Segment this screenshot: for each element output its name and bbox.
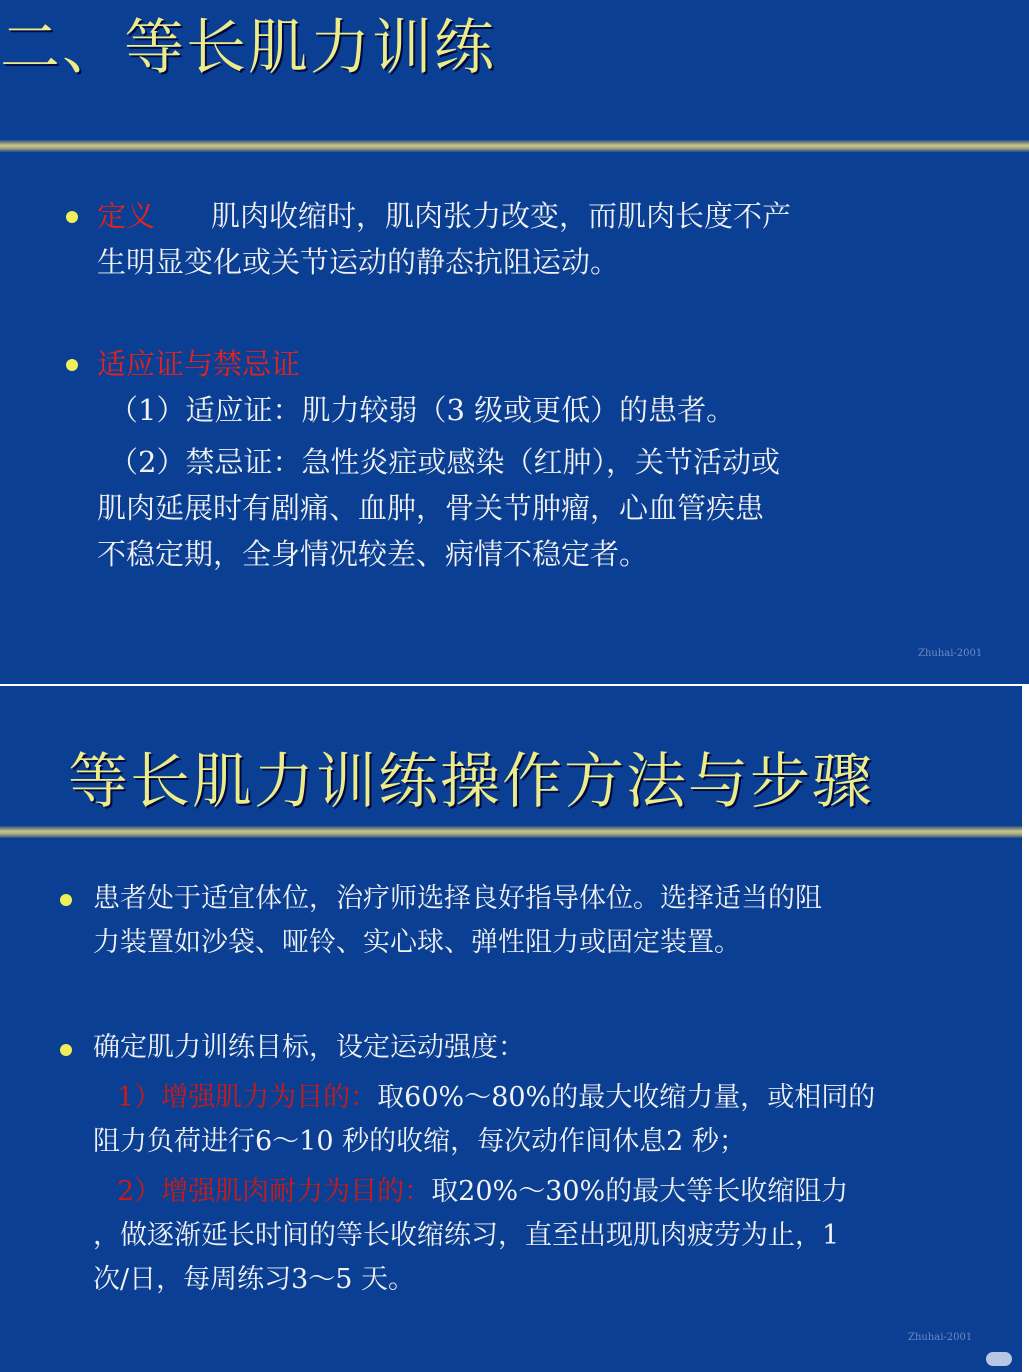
definition-text-line-2: 生明显变化或关节运动的静态抗阻运动。 <box>97 245 620 279</box>
bullet-dot-indications <box>66 359 78 371</box>
bullet-dot-setup <box>60 894 72 906</box>
contraindications-line-1: （2）禁忌证：急性炎症或感染（红肿），关节活动或 <box>109 445 780 479</box>
definition-label: 定义 <box>97 199 156 233</box>
goals-lead: 确定肌力训练目标，设定运动强度： <box>93 1032 525 1063</box>
setup-block <box>93 877 822 965</box>
slide-2-title: 等长肌力训练操作方法与步骤 <box>68 747 874 817</box>
slide-2-watermark: Zhuhai-2001 <box>908 1332 973 1343</box>
goal-1-label: 1）增强肌力为目的： <box>117 1082 378 1113</box>
indications-block <box>97 341 780 577</box>
setup-line-1: 患者处于适宜体位，治疗师选择良好指导体位。选择适当的阻 <box>93 883 822 914</box>
setup-line-2: 力装置如沙袋、哑铃、实心球、弹性阻力或固定装置。 <box>93 927 741 958</box>
indications-label: 适应证与禁忌证 <box>97 347 301 381</box>
goal-2-label: 2）增强肌肉耐力为目的： <box>117 1176 432 1207</box>
goal-1-line-2: 阻力负荷进行6～10 秒的收缩，每次动作间休息2 秒； <box>93 1126 746 1157</box>
page-badge-icon <box>986 1352 1012 1366</box>
slide-1-title-rule <box>0 140 1029 152</box>
slide-2-title-rule <box>0 826 1022 838</box>
goal-2-line-1: 取20%～30%的最大等长收缩阻力 <box>431 1176 849 1207</box>
contraindications-line-2: 肌肉延展时有剧痛、血肿，骨关节肿瘤，心血管疾患 <box>97 491 765 525</box>
goals-block <box>93 1026 875 1302</box>
contraindications-line-3: 不稳定期，全身情况较差、病情不稳定者。 <box>97 537 649 571</box>
slide-1-watermark: Zhuhai-2001 <box>918 648 983 659</box>
bullet-dot-definition <box>66 211 78 223</box>
bullet-dot-goals <box>60 1044 72 1056</box>
slide-1-title: 二、等长肌力训练 <box>0 13 496 83</box>
goal-2-line-2: ，做逐渐延长时间的等长收缩练习，直至出现肌肉疲劳为止，1 <box>93 1220 840 1251</box>
goal-2-line-3: 次/日，每周练习3～5 天。 <box>93 1264 416 1295</box>
goal-1-line-1: 取60%～80%的最大收缩力量，或相同的 <box>377 1082 876 1113</box>
indications-line-1: （1）适应证：肌力较弱（3 级或更低）的患者。 <box>109 393 736 427</box>
definition-block <box>97 193 791 285</box>
definition-text-line-1: 肌肉收缩时，肌肉张力改变，而肌肉长度不产 <box>211 199 792 233</box>
